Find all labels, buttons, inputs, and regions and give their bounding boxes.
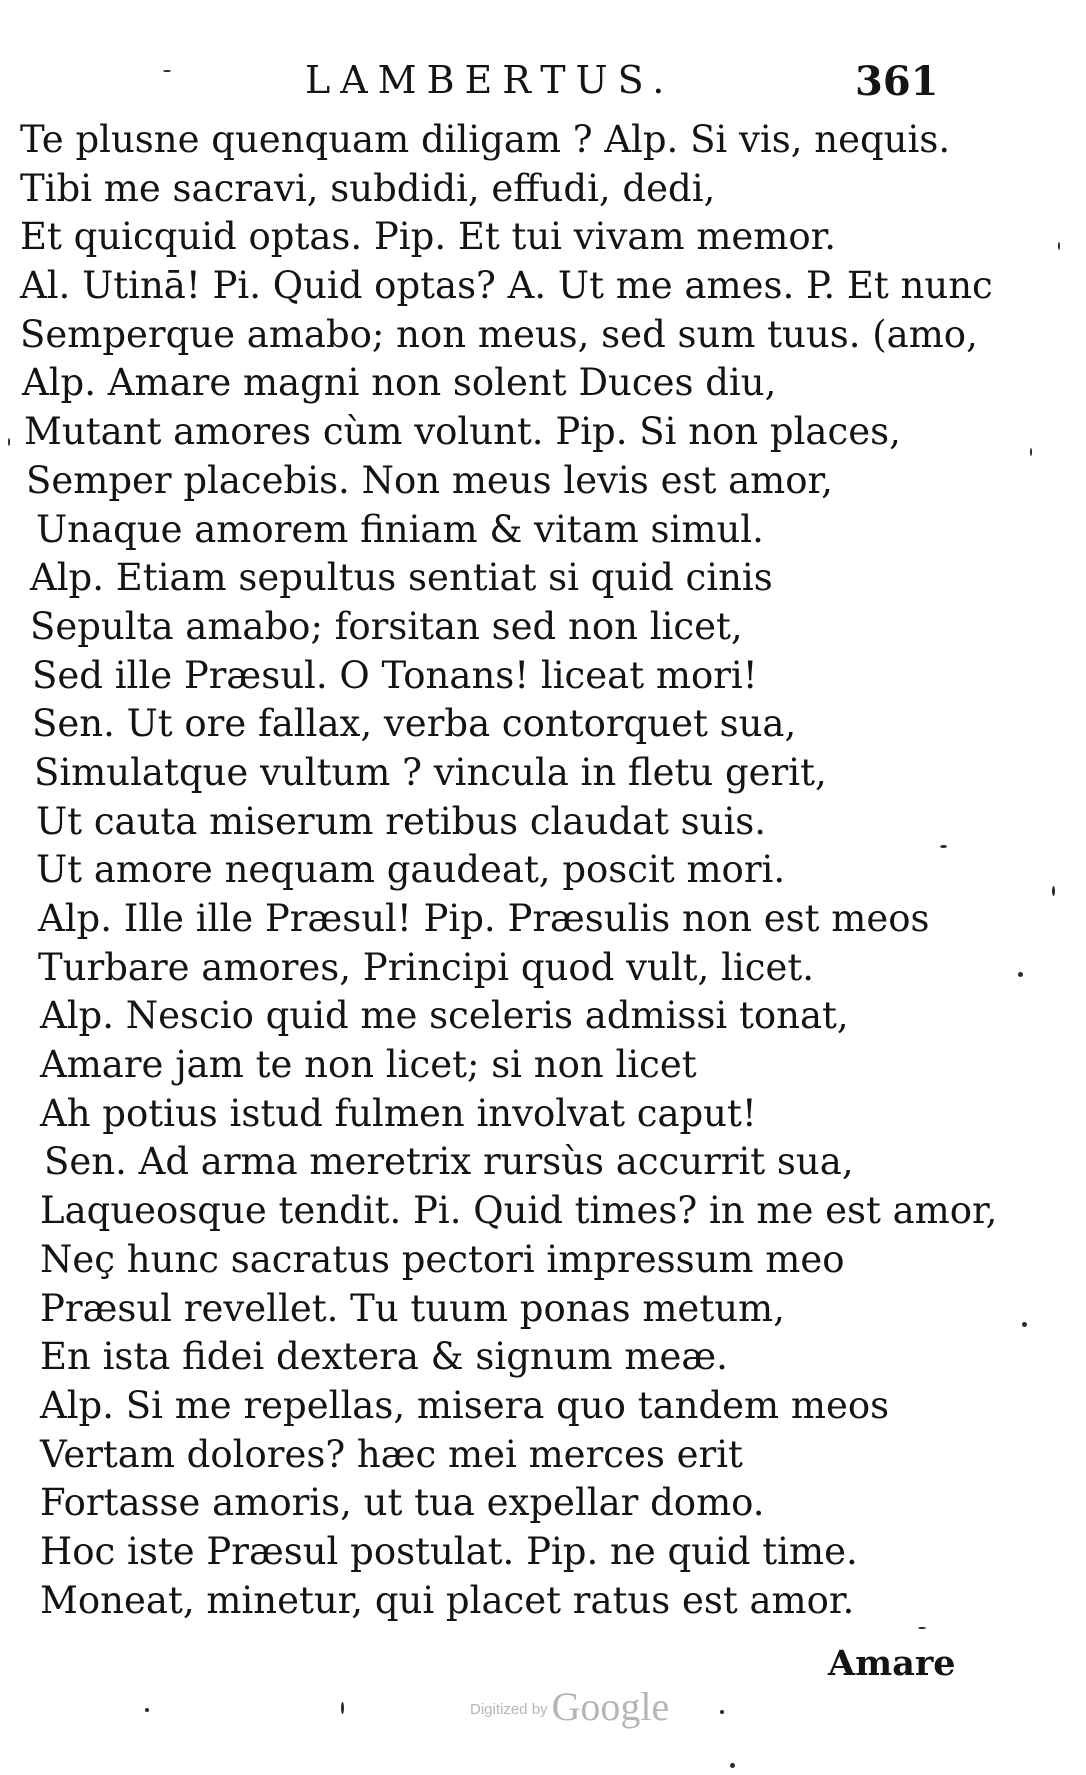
verse-line: Sen. Ad arma meretrix rursùs accurrit sua, [44, 1140, 854, 1184]
running-title: LAMBERTUS. [305, 58, 675, 102]
catchword: Amare [828, 1643, 956, 1684]
verse-line: Semper placebis. Non meus levis est amor, [26, 458, 833, 502]
verse-line: Et quicquid optas. Pip. Et tui vivam memor. [20, 215, 837, 259]
verse-line: Amare jam te non licet; si non licet [40, 1043, 697, 1087]
scan-speck [163, 70, 171, 72]
verse-line: Alp. Ille ille Præsul! Pip. Præsulis non est meos [38, 897, 930, 940]
watermark-logo-text: Google [551, 1684, 670, 1729]
scan-speck [918, 1627, 926, 1629]
verse-line: Unaque amorem finiam & vitam simul. [36, 507, 764, 551]
verse-line: Mutant amores cùm volunt. Pip. Si non places, [24, 410, 901, 454]
verse-block [0, 116, 1000, 1625]
scan-speck [145, 1708, 149, 1712]
verse-line: Alp. Etiam sepultus sentiat si quid cinis [30, 556, 773, 600]
verse-line: Hoc iste Præsul postulat. Pip. ne quid time. [40, 1529, 858, 1573]
verse-line: Te plusne quenquam diligam ? Alp. Si vis, nequis. [20, 118, 951, 161]
scan-speck [1022, 1322, 1027, 1327]
scan-speck [341, 1702, 344, 1714]
scan-speck [1058, 242, 1060, 250]
verse-line: Tibi me sacravi, subdidi, effudi, dedi, [20, 166, 716, 210]
verse-line: Neç hunc sacratus pectori impressum meo [40, 1237, 845, 1281]
verse-line: Al. Utinā! Pi. Quid optas? A. Ut me ames. P. Et nunc [20, 264, 993, 308]
verse-line: Semperque amabo; non meus, sed sum tuus. (amo, [20, 312, 978, 356]
verse-line: Sepulta amabo; forsitan sed non licet, [30, 604, 743, 648]
scan-speck [1052, 886, 1055, 896]
verse-line: Laqueosque tendit. Pi. Quid times? in me est amor, [40, 1189, 998, 1233]
verse-line: Sed ille Præsul. O Tonans! liceat mori! [32, 653, 758, 697]
scan-speck [1030, 448, 1032, 456]
verse-line: Alp. Si me repellas, misera quo tandem meos [40, 1383, 890, 1427]
verse-line: Ut amore nequam gaudeat, poscit mori. [36, 848, 786, 892]
verse-line: Ah potius istud fulmen involvat caput! [40, 1091, 757, 1135]
scan-speck [940, 845, 947, 848]
scan-speck [720, 1710, 724, 1714]
verse-line: En ista fidei dextera & signum meæ. [40, 1335, 728, 1379]
verse-line: Turbare amores, Principi quod vult, licet. [38, 945, 814, 989]
verse-line: Vertam dolores? hæc mei merces erit [40, 1432, 743, 1476]
verse-line: Alp. Nescio quid me sceleris admissi tonat, [40, 994, 849, 1038]
verse-line: Fortasse amoris, ut tua expellar domo. [40, 1481, 765, 1525]
digitized-watermark [470, 1683, 669, 1730]
verse-line: Ut cauta miserum retibus claudat suis. [36, 799, 767, 843]
verse-line: Alp. Amare magni non solent Duces diu, [22, 361, 777, 405]
verse-line: Præsul revellet. Tu tuum ponas metum, [40, 1286, 785, 1330]
page-number: 361 [855, 58, 939, 105]
scan-speck [730, 1763, 735, 1768]
scan-speck [1018, 972, 1023, 977]
verse-line: Simulatque vultum ? vincula in fletu gerit, [34, 750, 827, 794]
watermark-small-text: Digitized by [470, 1701, 548, 1718]
verse-line: Moneat, minetur, qui placet ratus est amor. [40, 1578, 855, 1622]
verse-line: Sen. Ut ore fallax, verba contorquet sua, [32, 702, 797, 746]
scan-speck [8, 438, 10, 446]
